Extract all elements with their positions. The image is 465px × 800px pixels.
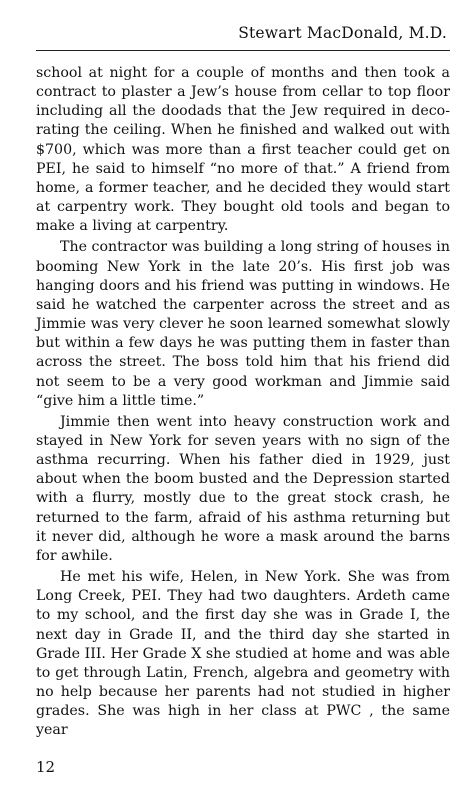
body-text [36,64,450,740]
page-number: 12 [36,758,56,776]
paragraph-3: Jimmie then went into heavy construction work and stayed in New York for seven years with no sign of the asthma recurring. When his father died in 1929, just about when the boom busted and the Depression started with a flurry, mostly due to the great stock crash, he returned to the farm, afraid of his asthma returning but it never did, although he wore a mask around the barns for awhile. [36,413,450,564]
paragraph-4: He met his wife, Helen, in New York. She was from Long Creek, PEI. They had two daughters. Ardeth came to my school, and the first day she was in Grade I, the next day in Grade II, and the third day she started in Grade III. Her Grade X she studied at home and was able to get through Latin, French, algebra and geometry with no help because her parents had not studied in higher grades. She was high in her class at PWC , the same year [36,569,450,739]
header-rule [36,50,450,51]
paragraph-2: The contractor was building a long string of houses in booming New York in the late 20’s. His first job was hanging doors and his friend was putting in windows. He said he watched the carpenter across the street and as Jimmie was very clever he soon learned somewhat slowly but within a few days he was putting them in faster than across the street. The boss told him that his friend did not seem to be a very good workman and Jimmie said “give him a little time.” [36,239,450,409]
running-head: Stewart MacDonald, M.D. [238,24,447,42]
paragraph-1: school at night for a couple of months and then took a contract to plaster a Jew’s house from cellar to top floor including all the doodads that the Jew required in deco-rating the ceiling. When he finished and walked out with $700, which was more than a first teacher could get on PEI, he said to himself “no more of that.” A friend from home, a former teacher, and he decided they would start at carpentry work. They bought old tools and began to make a living at carpentry. [36,65,450,235]
